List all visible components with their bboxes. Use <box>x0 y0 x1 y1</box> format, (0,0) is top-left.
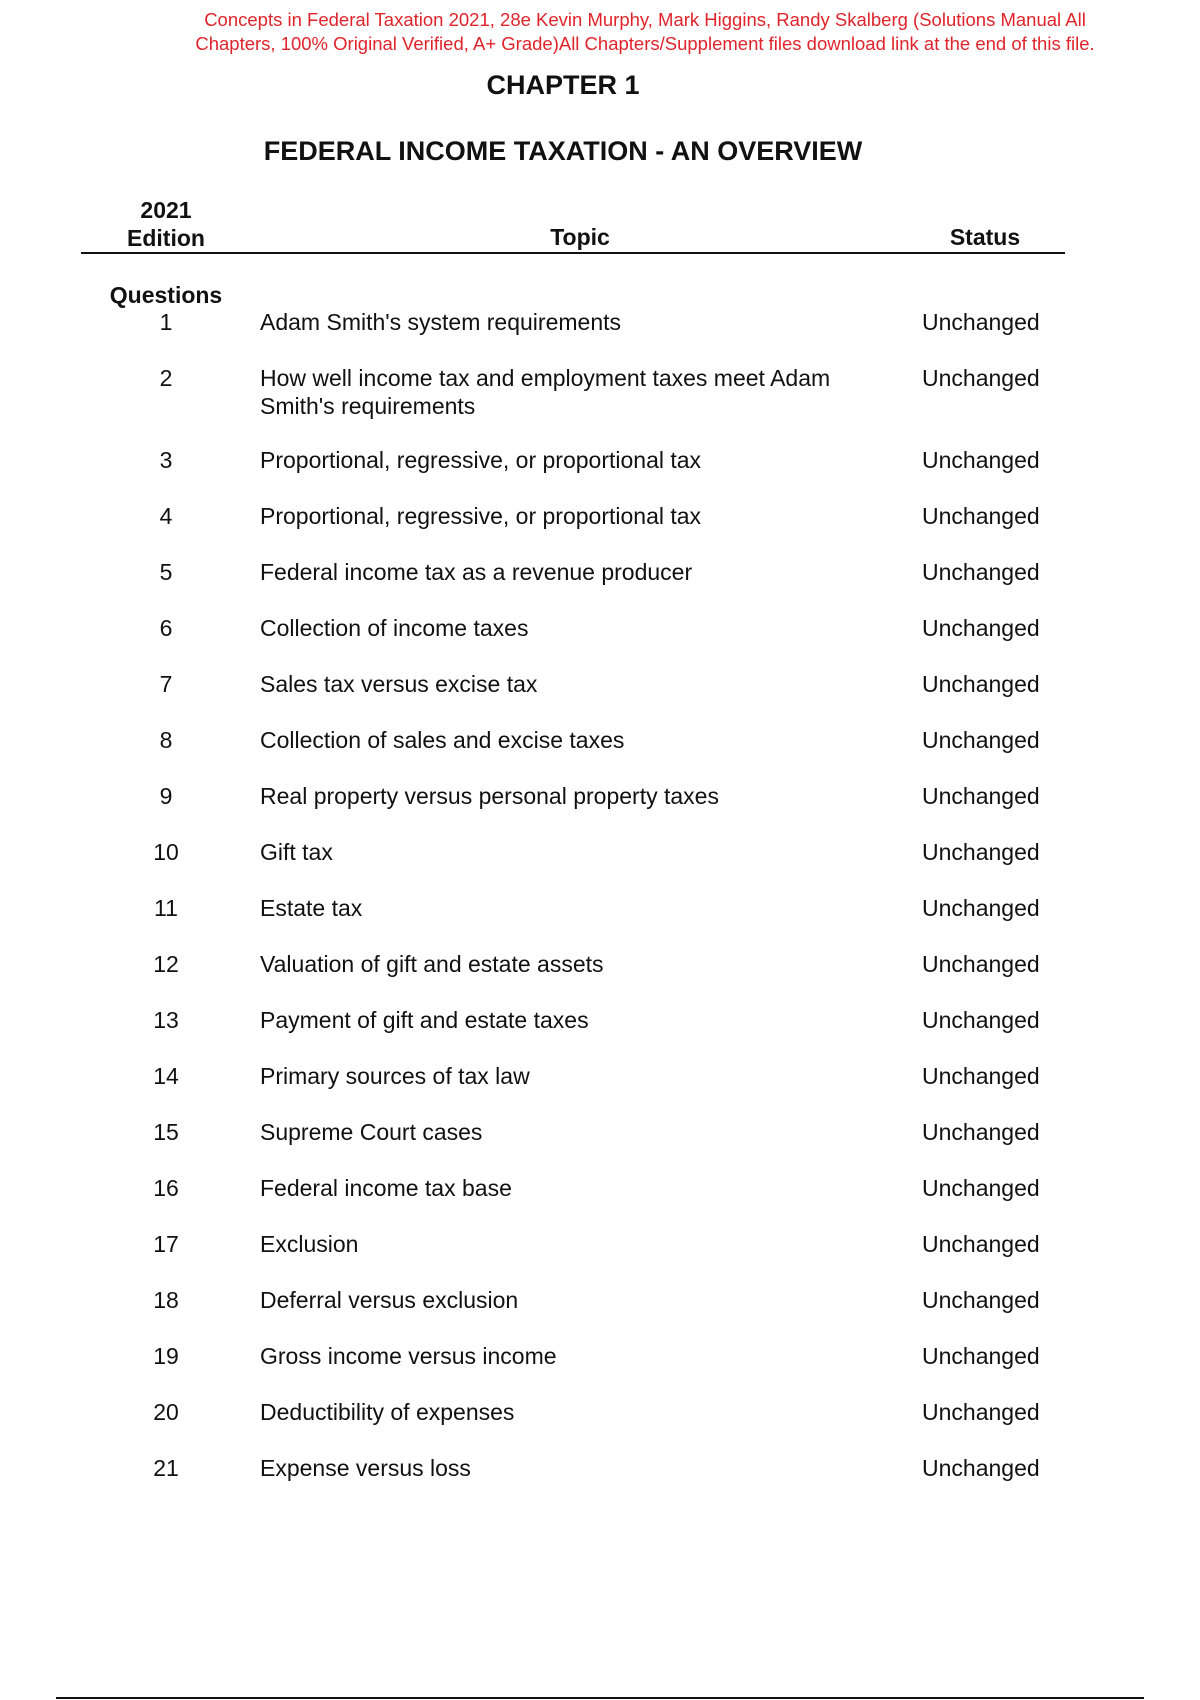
question-number: 1 <box>159 309 173 335</box>
question-status: Unchanged <box>922 727 1040 753</box>
question-topic: Deferral versus exclusion <box>260 1287 519 1313</box>
table-row <box>0 308 1200 364</box>
question-status: Unchanged <box>922 1455 1040 1481</box>
download-banner <box>140 8 1150 56</box>
table-row <box>0 726 1200 782</box>
chapter-heading: CHAPTER 1 <box>486 70 640 100</box>
banner-line-1: Concepts in Federal Taxation 2021, 28e Kevin Murphy, Mark Higgins, Randy Skalberg (Solutions Manual All <box>204 9 1086 30</box>
question-number: 15 <box>153 1119 179 1145</box>
header-divider <box>81 252 1065 254</box>
question-status: Unchanged <box>922 1343 1040 1369</box>
table-row <box>0 1174 1200 1230</box>
question-topic: Federal income tax base <box>260 1175 512 1201</box>
table-row <box>0 1006 1200 1062</box>
table-row <box>0 558 1200 614</box>
table-row <box>0 502 1200 558</box>
question-number: 16 <box>153 1175 179 1201</box>
question-status: Unchanged <box>922 1231 1040 1257</box>
chapter-title: FEDERAL INCOME TAXATION - AN OVERVIEW <box>263 136 863 166</box>
question-number: 9 <box>159 783 173 809</box>
question-status: Unchanged <box>922 839 1040 865</box>
table-row <box>0 446 1200 502</box>
question-status: Unchanged <box>922 895 1040 921</box>
table-row <box>0 1454 1200 1510</box>
section-label-questions: Questions <box>109 282 223 308</box>
question-topic: Federal income tax as a revenue producer <box>260 559 693 585</box>
table-row <box>0 1286 1200 1342</box>
question-status: Unchanged <box>922 1287 1040 1313</box>
question-topic: Gift tax <box>260 839 333 865</box>
question-number: 20 <box>153 1399 179 1425</box>
table-row <box>0 1398 1200 1454</box>
table-row <box>0 1342 1200 1398</box>
question-status: Unchanged <box>922 1063 1040 1089</box>
question-status: Unchanged <box>922 671 1040 697</box>
question-number: 7 <box>159 671 173 697</box>
question-topic: Exclusion <box>260 1231 359 1257</box>
question-number: 6 <box>159 615 173 641</box>
table-row <box>0 782 1200 838</box>
question-number: 18 <box>153 1287 179 1313</box>
table-row <box>0 1118 1200 1174</box>
question-topic: Expense versus loss <box>260 1455 471 1481</box>
question-topic: Collection of income taxes <box>260 615 529 641</box>
table-row <box>0 950 1200 1006</box>
question-number: 12 <box>153 951 179 977</box>
questions-table <box>0 308 1200 1510</box>
question-topic: Deductibility of expenses <box>260 1399 515 1425</box>
question-topic: Estate tax <box>260 895 363 921</box>
question-status: Unchanged <box>922 951 1040 977</box>
question-status: Unchanged <box>922 783 1040 809</box>
question-topic: Gross income versus income <box>260 1343 557 1369</box>
table-row <box>0 670 1200 726</box>
question-number: 19 <box>153 1343 179 1369</box>
question-topic: Proportional, regressive, or proportional tax <box>260 503 702 529</box>
edition-label: Edition <box>127 225 205 251</box>
question-number: 21 <box>153 1455 179 1481</box>
question-number: 5 <box>159 559 173 585</box>
table-row <box>0 614 1200 670</box>
question-status: Unchanged <box>922 1119 1040 1145</box>
question-topic: Payment of gift and estate taxes <box>260 1007 589 1033</box>
question-status: Unchanged <box>922 559 1040 585</box>
question-status: Unchanged <box>922 309 1040 335</box>
question-number: 14 <box>153 1063 179 1089</box>
question-status: Unchanged <box>922 1175 1040 1201</box>
question-topic: Proportional, regressive, or proportional tax <box>260 447 702 473</box>
edition-year: 2021 <box>140 197 192 223</box>
question-number: 8 <box>159 727 173 753</box>
question-status: Unchanged <box>922 1007 1040 1033</box>
column-header-status: Status <box>949 224 1021 250</box>
table-row <box>0 838 1200 894</box>
question-topic: Valuation of gift and estate assets <box>260 951 604 977</box>
question-number: 13 <box>153 1007 179 1033</box>
question-status: Unchanged <box>922 365 1040 391</box>
question-number: 11 <box>154 895 178 921</box>
table-row <box>0 1230 1200 1286</box>
question-topic: Supreme Court cases <box>260 1119 483 1145</box>
question-topic: Real property versus personal property taxes <box>260 783 719 809</box>
question-topic: How well income tax and employment taxes meet Adam Smith's requirements <box>260 365 831 419</box>
question-topic: Sales tax versus excise tax <box>260 671 538 697</box>
question-number: 2 <box>159 365 173 391</box>
table-row <box>0 364 1200 446</box>
question-topic: Primary sources of tax law <box>260 1063 530 1089</box>
question-number: 4 <box>159 503 173 529</box>
table-row <box>0 1062 1200 1118</box>
question-number: 17 <box>153 1231 179 1257</box>
question-status: Unchanged <box>922 447 1040 473</box>
question-status: Unchanged <box>922 1399 1040 1425</box>
question-status: Unchanged <box>922 615 1040 641</box>
question-number: 3 <box>159 447 173 473</box>
footer-divider <box>56 1697 1144 1699</box>
question-status: Unchanged <box>922 503 1040 529</box>
question-topic: Collection of sales and excise taxes <box>260 727 625 753</box>
banner-line-2: Chapters, 100% Original Verified, A+ Grade)All Chapters/Supplement files download link at the end of this file. <box>195 33 1095 54</box>
table-row <box>0 894 1200 950</box>
question-topic: Adam Smith's system requirements <box>260 309 622 335</box>
question-number: 10 <box>153 839 179 865</box>
column-header-edition <box>96 196 236 252</box>
column-header-topic: Topic <box>550 224 610 250</box>
